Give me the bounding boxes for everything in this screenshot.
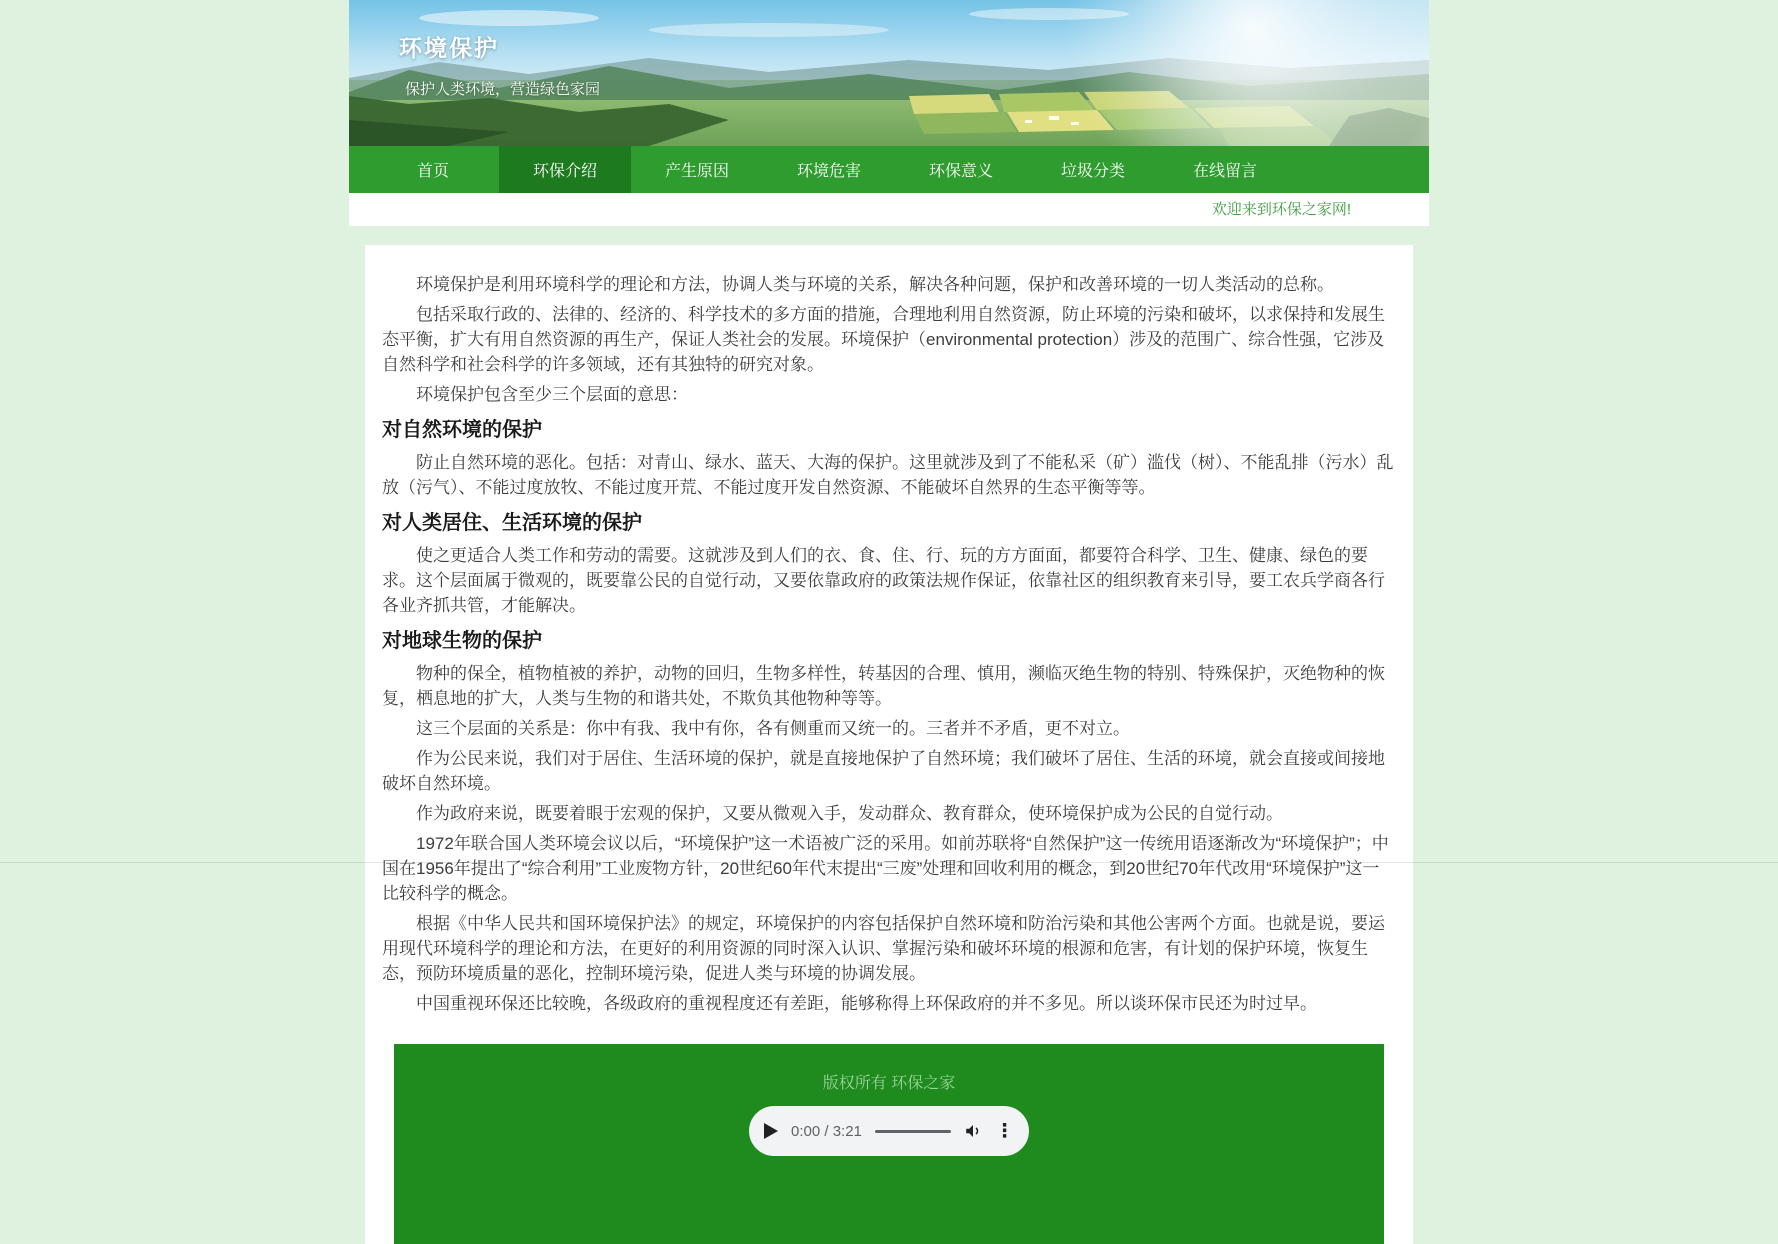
paragraph-text: 环境保护是利用环境科学的理论和方法，协调人类与环境的关系，解决各种问题，保护和改善环境的一切人类活动的总称。 — [416, 275, 1334, 294]
paragraph-text: 作为公民来说，我们对于居住、生活环境的保护，就是直接地保护了自然环境；我们破坏了居住、生活的环境，就会直接或间接地破坏自然环境。 — [382, 749, 1385, 793]
site-title: 环境保护 — [399, 35, 499, 61]
paragraph — [382, 746, 1396, 796]
copyright-text: 版权所有 环保之家 — [822, 1075, 956, 1092]
audio-menu-icon[interactable]: ⋮ — [995, 1120, 1014, 1142]
paragraph-text: 中国重视环保还比较晚，各级政府的重视程度还有差距，能够称得上环保政府的并不多见。所以谈环保市民还为时过早。 — [416, 994, 1317, 1013]
welcome-bar — [349, 193, 1429, 226]
nav-item-4[interactable] — [763, 146, 895, 193]
nav-item-2[interactable] — [499, 146, 631, 193]
paragraph-text: 使之更适合人类工作和劳动的需要。这就涉及到人们的衣、食、住、行、玩的方方面面，都要符合科学、卫生、健康、绿色的要求。这个层面属于微观的，既要靠公民的自觉行动，又要依靠政府的政策法规作保证，依靠社区的组织教育来引导，要工农兵学商各行各业齐抓共管，才能解决。 — [382, 546, 1385, 615]
paragraph — [382, 911, 1396, 986]
nav-item-label: 垃圾分类 — [1060, 163, 1125, 180]
paragraph-text: 对地球生物的保护 — [382, 630, 542, 652]
volume-icon[interactable] — [964, 1122, 982, 1140]
site-container — [349, 0, 1429, 1244]
article — [382, 272, 1396, 1016]
audio-player[interactable] — [749, 1106, 1029, 1156]
nav-item-label: 环境危害 — [796, 163, 861, 180]
section-heading — [382, 627, 1396, 655]
paragraph-text: 这三个层面的关系是：你中有我、我中有你，各有侧重而又统一的。三者并不矛盾，更不对立。 — [416, 719, 1130, 738]
nav-item-3[interactable] — [631, 146, 763, 193]
nav-item-label: 产生原因 — [664, 163, 729, 180]
paragraph-text: 防止自然环境的恶化。包括：对青山、绿水、蓝天、大海的保护。这里就涉及到了不能私采（矿）滥伐（树）、不能乱排（污水）乱放（污气）、不能过度放牧、不能过度开荒、不能过度开发自然资源、不能破坏自然界的生态平衡等等。 — [382, 453, 1394, 497]
nav-item-6[interactable] — [1027, 146, 1159, 193]
content-area — [365, 245, 1413, 1244]
paragraph — [382, 382, 1396, 407]
paragraph — [382, 272, 1396, 297]
nav-item-label: 首页 — [416, 163, 449, 180]
play-icon[interactable] — [764, 1123, 778, 1139]
paragraph-text: 包括采取行政的、法律的、经济的、科学技术的多方面的措施，合理地利用自然资源，防止环境的污染和破坏，以求保持和发展生态平衡，扩大有用自然资源的再生产，保证人类社会的发展。环境保护（environmental protection）涉及的范围广、综合性强，它涉及自然科学和社会科学的许多领域，还有其独特的研究对象。 — [382, 305, 1385, 374]
main-nav — [349, 146, 1429, 193]
paragraph — [382, 801, 1396, 826]
paragraph-text: 根据《中华人民共和国环境保护法》的规定，环境保护的内容包括保护自然环境和防治污染和其他公害两个方面。也就是说，要运用现代环境科学的理论和方法，在更好的利用资源的同时深入认识、掌握污染和破坏环境的根源和危害，有计划的保护环境，恢复生态，预防环境质量的恶化，控制环境污染，促进人类与环境的协调发展。 — [382, 914, 1385, 983]
paragraph-text: 1972年联合国人类环境会议以后，“环境保护”这一术语被广泛的采用。如前苏联将“自然保护”这一传统用语逐渐改为“环境保护”；中国在1956年提出了“综合利用”工业废物方针，20世纪60年代末提出“三废”处理和回收利用的概念，到20世纪70年代改用“环境保护”这一比较科学的概念。 — [382, 834, 1389, 903]
paragraph-text: 对自然环境的保护 — [382, 419, 542, 441]
paragraph — [382, 991, 1396, 1016]
paragraph — [382, 450, 1396, 500]
banner — [349, 0, 1429, 146]
site-subtitle: 保护人类环境，营造绿色家园 — [405, 81, 601, 98]
paragraph — [382, 831, 1396, 906]
nav-item-label: 环保介绍 — [532, 163, 597, 180]
welcome-text: 欢迎来到环保之家网! — [1211, 201, 1351, 218]
paragraph — [382, 543, 1396, 618]
paragraph — [382, 661, 1396, 711]
nav-item-5[interactable] — [895, 146, 1027, 193]
paragraph-text: 对人类居住、生活环境的保护 — [382, 512, 642, 534]
paragraph — [382, 716, 1396, 741]
section-heading — [382, 416, 1396, 444]
capture-seam-line — [0, 862, 1778, 863]
paragraph — [382, 302, 1396, 377]
nav-item-1[interactable] — [367, 146, 499, 193]
nav-item-label: 在线留言 — [1192, 163, 1257, 180]
banner-landscape-image — [349, 0, 1429, 146]
nav-item-7[interactable] — [1159, 146, 1291, 193]
audio-progress-bar[interactable] — [875, 1130, 951, 1133]
footer — [394, 1044, 1384, 1244]
paragraph-text: 作为政府来说，既要着眼于宏观的保护，又要从微观入手，发动群众、教育群众，使环境保护成为公民的自觉行动。 — [416, 804, 1283, 823]
paragraph-text: 环境保护包含至少三个层面的意思： — [416, 385, 688, 404]
audio-time: 0:00 / 3:21 — [791, 1122, 862, 1140]
section-heading — [382, 509, 1396, 537]
paragraph-text: 物种的保全，植物植被的养护，动物的回归，生物多样性，转基因的合理、慎用，濒临灭绝生物的特别、特殊保护，灭绝物种的恢复，栖息地的扩大，人类与生物的和谐共处，不欺负其他物种等等。 — [382, 664, 1385, 708]
nav-item-label: 环保意义 — [928, 163, 993, 180]
